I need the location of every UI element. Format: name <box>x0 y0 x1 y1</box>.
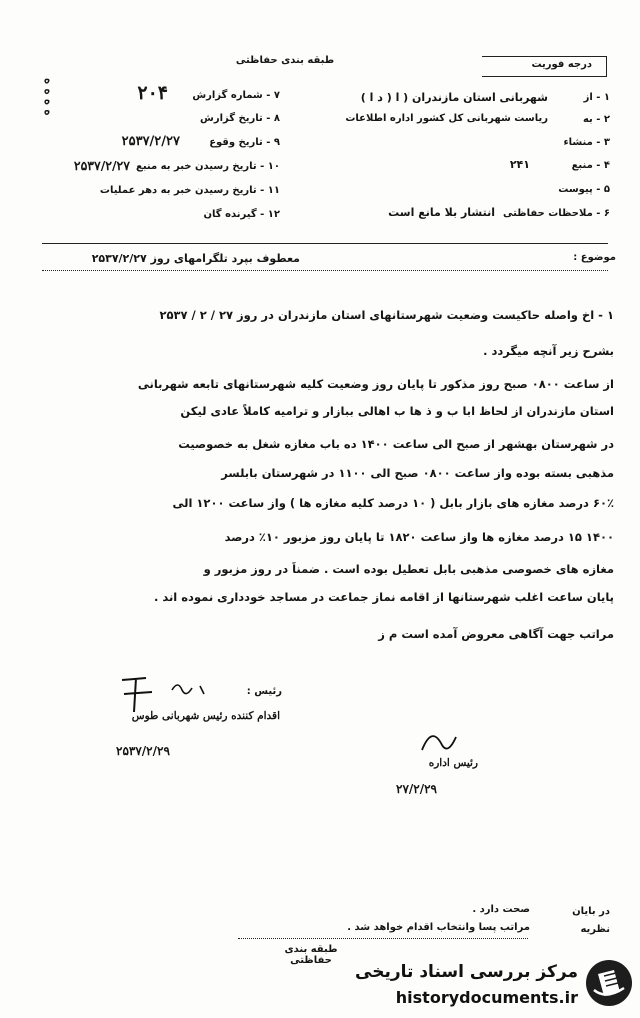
body-line: مراتب جهت آگاهی معروض آمده است م ز <box>378 627 614 641</box>
field-origin-label: ۳ - منشاء <box>563 137 610 148</box>
history-documents-watermark <box>356 958 636 1014</box>
body-line: در شهرستان بهشهر از صبح الی ساعت ۱۴۰۰ ده باب مغازه شغل به خصوصیت <box>178 437 614 451</box>
subject-label: موضوع : <box>573 252 616 263</box>
left-annotation-extra: رئیس : <box>246 686 282 697</box>
body-line: بشرح زیر آنچه میگردد . <box>483 344 614 358</box>
field-report-date-label: ۸ - تاریخ گزارش <box>200 113 280 124</box>
priority-label: درجه فوریت <box>531 59 592 70</box>
field-source-received-label: ۱۰ - تاریخ رسیدن خبر به منبع <box>136 161 280 172</box>
subject-underline <box>42 270 608 271</box>
field-from-value: شهربانی استان مازندران ( ا ( د ا ) <box>360 91 548 104</box>
body-line: ۱ - اخ واصله حاکیست وضعیت شهرستانهای استان مازندران در روز ۲۷ / ۲ / ۲۵۳۷ <box>159 308 614 322</box>
watermark-url: historydocuments.ir <box>395 988 578 1007</box>
priority-box-bottom <box>482 76 607 77</box>
body-line: ۶۰٪ درصد مغازه های بازار بابل ( ۱۰ درصد کلیه مغازه ها ) واز ساعت ۱۲۰۰ الی <box>172 496 614 510</box>
footer-classification: طبقه بندی حفاظتی <box>284 944 338 966</box>
document-center-logo-icon <box>586 960 632 1006</box>
body-line: استان مازندران از لحاظ ابا ب و ذ ها ب اهالی ببازار و ترامیه کاملاً عادی لیکن <box>180 404 614 418</box>
body-line: پایان ساعت اغلب شهرستانها از اقامه نماز جماعت در مساجد خودداری نموده اند . <box>153 590 614 604</box>
handwritten-scribble <box>112 672 242 742</box>
classification-label: طبقه بندی حفاظتی <box>235 55 335 66</box>
priority-box-side <box>606 56 607 76</box>
signature-name: رئیس اداره <box>428 757 478 769</box>
footer-row2-label: نظریه <box>580 924 610 935</box>
field-report-number-value: ۲۰۴ <box>137 82 168 104</box>
left-annotation-text: اقدام کننده رئیس شهربانی طوس <box>131 710 280 722</box>
field-from-label: ۱ - از <box>583 92 610 103</box>
field-recipients-label: ۱۲ - گیرنده گان <box>203 209 280 220</box>
field-occurrence-date-value: ۲۵۳۷/۲/۲۷ <box>121 134 180 149</box>
subject-text: معطوف بپرد تلگرامهای روز ۲۵۳۷/۲/۲۷ <box>91 252 300 265</box>
body-line: مغازه های خصوصی مذهبی بابل تعطیل بوده است . ضمناً در روز مزبور و <box>203 562 614 576</box>
footer-row1-text: صحت دارد . <box>472 904 530 915</box>
margin-marks: ه ه ه ه <box>42 78 56 116</box>
left-annotation-date: ۲۵۳۷/۲/۲۹ <box>116 744 170 758</box>
body-line: ۱۴۰۰ ۱۵ درصد مغازه ها واز ساعت ۱۸۲۰ تا پایان روز مزبور ۱۰٪ درصد <box>224 530 614 544</box>
priority-box-top <box>482 56 607 57</box>
signature-date: ۲۷/۲/۲۹ <box>396 782 437 796</box>
signature-mark <box>412 720 472 760</box>
field-security-label: ۶ - ملاحظات حفاظتی <box>502 208 610 219</box>
field-occurrence-date-label: ۹ - تاریخ وقوع <box>209 137 280 148</box>
field-source-value: ۲۴۱ <box>509 158 530 171</box>
body-line: از ساعت ۰۸۰۰ صبح روز مذکور تا پایان روز وضعیت کلیه شهرستانهای تابعه شهربانی <box>137 377 614 391</box>
footer-row2-text: مراتب پسا وانتخاب اقدام خواهد شد . <box>347 922 530 933</box>
watermark-title: مرکز بررسی اسناد تاریخی <box>355 962 578 982</box>
field-report-number-label: ۷ - شماره گزارش <box>192 90 280 101</box>
body-line: مذهبی بسته بوده واز ساعت ۰۸۰۰ صبح الی ۱۱۰۰ در شهرستان بابلسر <box>221 466 614 480</box>
field-security-value: انتشار بلا مانع است <box>388 206 495 219</box>
field-to-value: ریاست شهربانی کل کشور اداره اطلاعات <box>345 113 548 124</box>
field-attachment-label: ۵ - پیوست <box>558 184 610 195</box>
field-to-label: ۲ - به <box>582 114 610 125</box>
footer-row1-label: در بایان <box>572 906 610 917</box>
header-divider <box>42 243 608 244</box>
field-ops-received-label: ۱۱ - تاریخ رسیدن خبر به دهر عملیات <box>99 185 280 196</box>
field-source-label: ۴ - منبع <box>571 160 610 171</box>
footer-rule <box>238 938 528 939</box>
field-source-received-value: ۲۵۳۷/۲/۲۷ <box>73 158 130 173</box>
